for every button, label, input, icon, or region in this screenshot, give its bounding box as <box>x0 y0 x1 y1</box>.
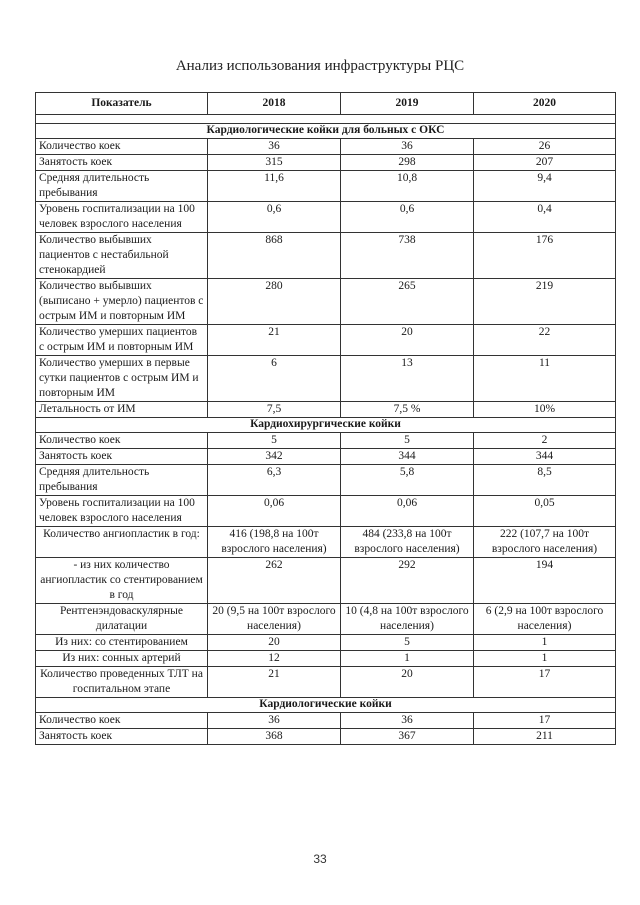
row-label: Количество умерших пациентов с острым ИМ и повторным ИМ <box>36 325 208 356</box>
cell-2020: 2 <box>474 433 616 449</box>
row-label: Количество коек <box>36 433 208 449</box>
cell-2020: 17 <box>474 713 616 729</box>
cell-2018: 868 <box>208 233 341 279</box>
cell-2018: 6 <box>208 356 341 402</box>
cell-2020: 17 <box>474 667 616 698</box>
row-label: - из них количество ангиопластик со стентированием в год <box>36 558 208 604</box>
cell-2020: 344 <box>474 449 616 465</box>
cell-2019: 7,5 % <box>341 402 474 418</box>
table-row <box>36 496 616 527</box>
cell-2020: 22 <box>474 325 616 356</box>
cell-2019: 36 <box>341 139 474 155</box>
table-row <box>36 202 616 233</box>
cell-2018: 0,6 <box>208 202 341 233</box>
cell-2018: 416 (198,8 на 100т взрослого населения) <box>208 527 341 558</box>
cell-2019: 20 <box>341 667 474 698</box>
row-label: Количество умерших в первые сутки пациентов с острым ИМ и повторным ИМ <box>36 356 208 402</box>
table-row <box>36 713 616 729</box>
cell-2020: 1 <box>474 635 616 651</box>
cell-2019: 10,8 <box>341 171 474 202</box>
cell-2019: 20 <box>341 325 474 356</box>
header-row <box>36 93 616 115</box>
table-row <box>36 558 616 604</box>
infrastructure-table <box>35 92 616 745</box>
table-row <box>36 635 616 651</box>
cell-2019: 36 <box>341 713 474 729</box>
row-label: Уровень госпитализации на 100 человек взрослого населения <box>36 202 208 233</box>
cell-2020: 26 <box>474 139 616 155</box>
table-row <box>36 667 616 698</box>
cell-2018: 368 <box>208 729 341 745</box>
header-2018: 2018 <box>208 93 341 115</box>
cell-2019: 738 <box>341 233 474 279</box>
section-header-cardiac-surgery: Кардиохирургические койки <box>36 418 616 433</box>
table-row <box>36 325 616 356</box>
cell-2018: 12 <box>208 651 341 667</box>
cell-2019: 10 (4,8 на 100т взрослого населения) <box>341 604 474 635</box>
row-label: Из них: со стентированием <box>36 635 208 651</box>
cell-2018: 11,6 <box>208 171 341 202</box>
cell-2019: 5 <box>341 635 474 651</box>
cell-2018: 21 <box>208 667 341 698</box>
table-row <box>36 449 616 465</box>
cell-2019: 5,8 <box>341 465 474 496</box>
cell-2018: 7,5 <box>208 402 341 418</box>
cell-2020: 11 <box>474 356 616 402</box>
table-row <box>36 402 616 418</box>
row-label: Количество проведенных ТЛТ на госпитальном этапе <box>36 667 208 698</box>
cell-2019: 5 <box>341 433 474 449</box>
table-row <box>36 604 616 635</box>
cell-2020: 0,05 <box>474 496 616 527</box>
table-row <box>36 356 616 402</box>
cell-2020: 10% <box>474 402 616 418</box>
row-label: Из них: сонных артерий <box>36 651 208 667</box>
header-2020: 2020 <box>474 93 616 115</box>
row-label: Занятость коек <box>36 155 208 171</box>
cell-2020: 222 (107,7 на 100т взрослого населения) <box>474 527 616 558</box>
row-label: Средняя длительность пребывания <box>36 465 208 496</box>
cell-2020: 207 <box>474 155 616 171</box>
cell-2020: 194 <box>474 558 616 604</box>
cell-2018: 5 <box>208 433 341 449</box>
table-row <box>36 651 616 667</box>
row-label: Занятость коек <box>36 449 208 465</box>
row-label: Количество ангиопластик в год: <box>36 527 208 558</box>
cell-2019: 484 (233,8 на 100т взрослого населения) <box>341 527 474 558</box>
cell-2018: 21 <box>208 325 341 356</box>
cell-2019: 367 <box>341 729 474 745</box>
cell-2019: 292 <box>341 558 474 604</box>
cell-2019: 344 <box>341 449 474 465</box>
header-indicator: Показатель <box>36 93 208 115</box>
header-2019: 2019 <box>341 93 474 115</box>
cell-2019: 0,6 <box>341 202 474 233</box>
cell-2019: 298 <box>341 155 474 171</box>
cell-2020: 176 <box>474 233 616 279</box>
page-number: 33 <box>313 852 327 866</box>
row-label: Летальность от ИМ <box>36 402 208 418</box>
cell-2018: 262 <box>208 558 341 604</box>
cell-2020: 219 <box>474 279 616 325</box>
cell-2019: 0,06 <box>341 496 474 527</box>
cell-2018: 36 <box>208 139 341 155</box>
row-label: Количество коек <box>36 139 208 155</box>
cell-2018: 20 <box>208 635 341 651</box>
cell-2018: 315 <box>208 155 341 171</box>
cell-2020: 8,5 <box>474 465 616 496</box>
table-row <box>36 155 616 171</box>
section-header-acs: Кардиологические койки для больных с ОКС <box>36 124 616 139</box>
row-label: Занятость коек <box>36 729 208 745</box>
cell-2019: 13 <box>341 356 474 402</box>
table-row <box>36 527 616 558</box>
row-label: Количество коек <box>36 713 208 729</box>
cell-2018: 0,06 <box>208 496 341 527</box>
row-label: Рентгенэндоваскулярные дилатации <box>36 604 208 635</box>
cell-2018: 342 <box>208 449 341 465</box>
row-label: Средняя длительность пребывания <box>36 171 208 202</box>
section-header-cardiology: Кардиологические койки <box>36 698 616 713</box>
table-row <box>36 729 616 745</box>
row-label: Количество выбывших (выписано + умерло) пациентов с острым ИМ и повторным ИМ <box>36 279 208 325</box>
cell-2018: 20 (9,5 на 100т взрослого населения) <box>208 604 341 635</box>
cell-2019: 265 <box>341 279 474 325</box>
cell-2020: 6 (2,9 на 100т взрослого населения) <box>474 604 616 635</box>
cell-2019: 1 <box>341 651 474 667</box>
table-row <box>36 139 616 155</box>
table-row <box>36 233 616 279</box>
cell-2018: 36 <box>208 713 341 729</box>
table-row <box>36 279 616 325</box>
table-row <box>36 433 616 449</box>
cell-2020: 0,4 <box>474 202 616 233</box>
cell-2018: 6,3 <box>208 465 341 496</box>
cell-2018: 280 <box>208 279 341 325</box>
row-label: Количество выбывших пациентов с нестабильной стенокардией <box>36 233 208 279</box>
table-row <box>36 465 616 496</box>
cell-2020: 1 <box>474 651 616 667</box>
spacer-row <box>36 115 616 124</box>
cell-2020: 9,4 <box>474 171 616 202</box>
row-label: Уровень госпитализации на 100 человек взрослого населения <box>36 496 208 527</box>
table-row <box>36 171 616 202</box>
cell-2020: 211 <box>474 729 616 745</box>
page-title: Анализ использования инфраструктуры РЦС <box>175 58 465 74</box>
